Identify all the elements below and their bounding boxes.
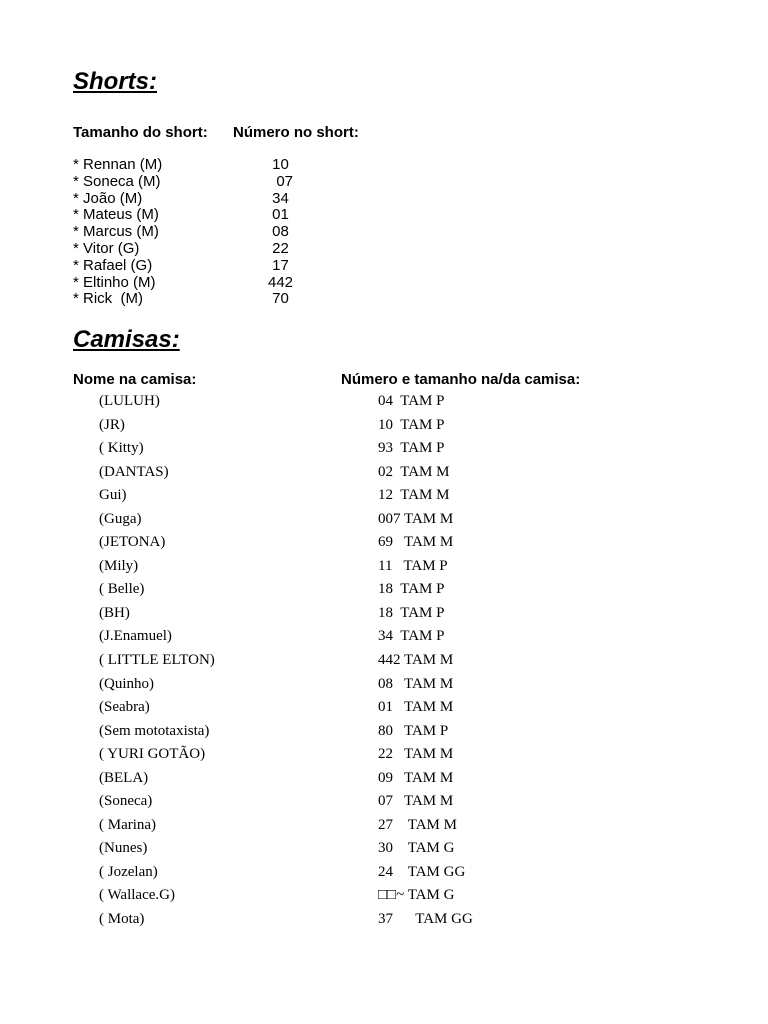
shirt-name: ( Wallace.G)	[99, 887, 175, 904]
shirt-number-size: 02 TAM M	[378, 463, 450, 480]
short-number: 10	[272, 156, 289, 173]
short-number: 22	[272, 239, 289, 257]
shirt-number-size: 442 TAM M	[378, 652, 454, 669]
short-row	[73, 157, 333, 174]
short-number: 17	[272, 256, 289, 274]
shirt-name: (Seabra)	[99, 699, 150, 716]
short-row	[73, 291, 333, 308]
shirt-row	[0, 743, 768, 767]
shirt-row	[0, 673, 768, 697]
short-player-name: * Rick (M)	[73, 290, 143, 308]
short-row	[73, 207, 333, 224]
short-row	[73, 258, 333, 275]
short-player-name: * Vitor (G)	[73, 239, 140, 257]
shirt-name: Gui)	[99, 487, 127, 504]
shirt-number-size: 07 TAM M	[378, 793, 454, 810]
shirt-number-size: 37 TAM GG	[378, 911, 473, 928]
shirt-name: (Guga)	[99, 510, 142, 527]
short-player-name: * Soneca (M)	[73, 172, 161, 190]
shirt-name: (BELA)	[99, 769, 149, 786]
short-number: 08	[272, 223, 289, 241]
shirt-name: (LULUH)	[99, 393, 160, 409]
short-number: 70	[272, 290, 289, 308]
shirt-row	[0, 861, 768, 885]
shirt-row	[0, 837, 768, 861]
short-size-column-header: Tamanho do short:	[73, 124, 208, 141]
shirt-name: ( Kitty)	[99, 440, 144, 457]
shirt-number-size: 30 TAM G	[378, 840, 455, 857]
short-number: 01	[272, 206, 289, 224]
shirt-row	[0, 602, 768, 626]
shirt-name: (BH)	[99, 604, 130, 621]
shirt-number-size: 09 TAM M	[378, 769, 454, 786]
short-number: 07	[267, 172, 294, 190]
shirt-name: (Soneca)	[99, 793, 153, 810]
camisas-heading: Camisas:	[73, 326, 180, 353]
shirt-number-size: 69 TAM M	[378, 534, 454, 551]
shirt-name: ( Jozelan)	[99, 863, 158, 880]
shirt-number-size: 04 TAM P	[378, 393, 445, 409]
shirt-name: ( Mota)	[99, 911, 145, 928]
shirt-row	[0, 814, 768, 838]
short-player-name: * João (M)	[73, 189, 143, 207]
shirt-name: ( Marina)	[99, 816, 157, 833]
shorts-heading: Shorts:	[73, 68, 157, 95]
shirt-row	[0, 461, 768, 485]
shirt-number-size: 24 TAM GG	[378, 863, 466, 880]
short-row	[73, 191, 333, 208]
shirt-row	[0, 625, 768, 649]
shirt-name: (Sem mototaxista)	[99, 722, 210, 739]
shirt-row	[0, 484, 768, 508]
short-row	[73, 224, 333, 241]
short-player-name: * Mateus (M)	[73, 206, 159, 224]
shirt-number-size: 93 TAM P	[378, 440, 445, 457]
shirt-row	[0, 555, 768, 579]
shirt-number-size: 01 TAM M	[378, 699, 454, 716]
shirt-row	[0, 720, 768, 744]
shirts-list	[0, 390, 768, 932]
short-row	[73, 275, 333, 292]
shirt-number-size: 18 TAM P	[378, 581, 445, 598]
short-number: 442	[267, 273, 294, 291]
shirt-row	[0, 414, 768, 438]
short-row	[73, 241, 333, 258]
short-row	[73, 174, 333, 191]
shirt-number-size: 80 TAM P	[378, 722, 449, 739]
short-number: 34	[272, 189, 289, 207]
short-player-name: * Marcus (M)	[73, 223, 159, 241]
shirt-row	[0, 508, 768, 532]
shirt-name: ( LITTLE ELTON)	[99, 652, 215, 669]
shirt-row	[0, 578, 768, 602]
shirt-number-size: 18 TAM P	[378, 604, 445, 621]
shirt-row	[0, 884, 768, 908]
shirt-number-size: □□~ TAM G	[378, 887, 455, 904]
shirt-row	[0, 696, 768, 720]
shirt-number-size: 007 TAM M	[378, 510, 454, 527]
short-player-name: * Eltinho (M)	[73, 273, 156, 291]
shirt-name: ( Belle)	[99, 581, 145, 598]
shirt-row	[0, 767, 768, 791]
shirt-row	[0, 437, 768, 461]
shirt-number-size: 08 TAM M	[378, 675, 454, 692]
shirt-name-column-header: Nome na camisa:	[73, 371, 197, 388]
shirt-number-size-column-header: Número e tamanho na/da camisa:	[341, 371, 581, 388]
short-player-name: * Rafael (G)	[73, 256, 153, 274]
shirt-number-size: 27 TAM M	[378, 816, 457, 833]
shirt-name: (Quinho)	[99, 675, 154, 692]
shirt-row	[0, 790, 768, 814]
shirt-number-size: 10 TAM P	[378, 416, 445, 433]
shirt-name: ( YURI GOTÃO)	[99, 746, 206, 763]
shirt-name: (J.Enamuel)	[99, 628, 172, 645]
shorts-list	[73, 157, 333, 308]
shirt-number-size: 12 TAM M	[378, 487, 450, 504]
shirt-number-size: 22 TAM M	[378, 746, 454, 763]
short-player-name: * Rennan (M)	[73, 156, 163, 173]
shirt-name: (JETONA)	[99, 534, 166, 551]
shirt-name: (JR)	[99, 416, 125, 433]
shirt-number-size: 34 TAM P	[378, 628, 445, 645]
shirt-name: (Nunes)	[99, 840, 148, 857]
shirt-name: (Mily)	[99, 557, 139, 574]
shirt-row	[0, 531, 768, 555]
short-number-column-header: Número no short:	[233, 124, 359, 141]
shirt-row	[0, 390, 768, 414]
shirt-name: (DANTAS)	[99, 463, 169, 480]
shirt-row	[0, 908, 768, 932]
shirt-row	[0, 649, 768, 673]
shirt-number-size: 11 TAM P	[378, 557, 448, 574]
